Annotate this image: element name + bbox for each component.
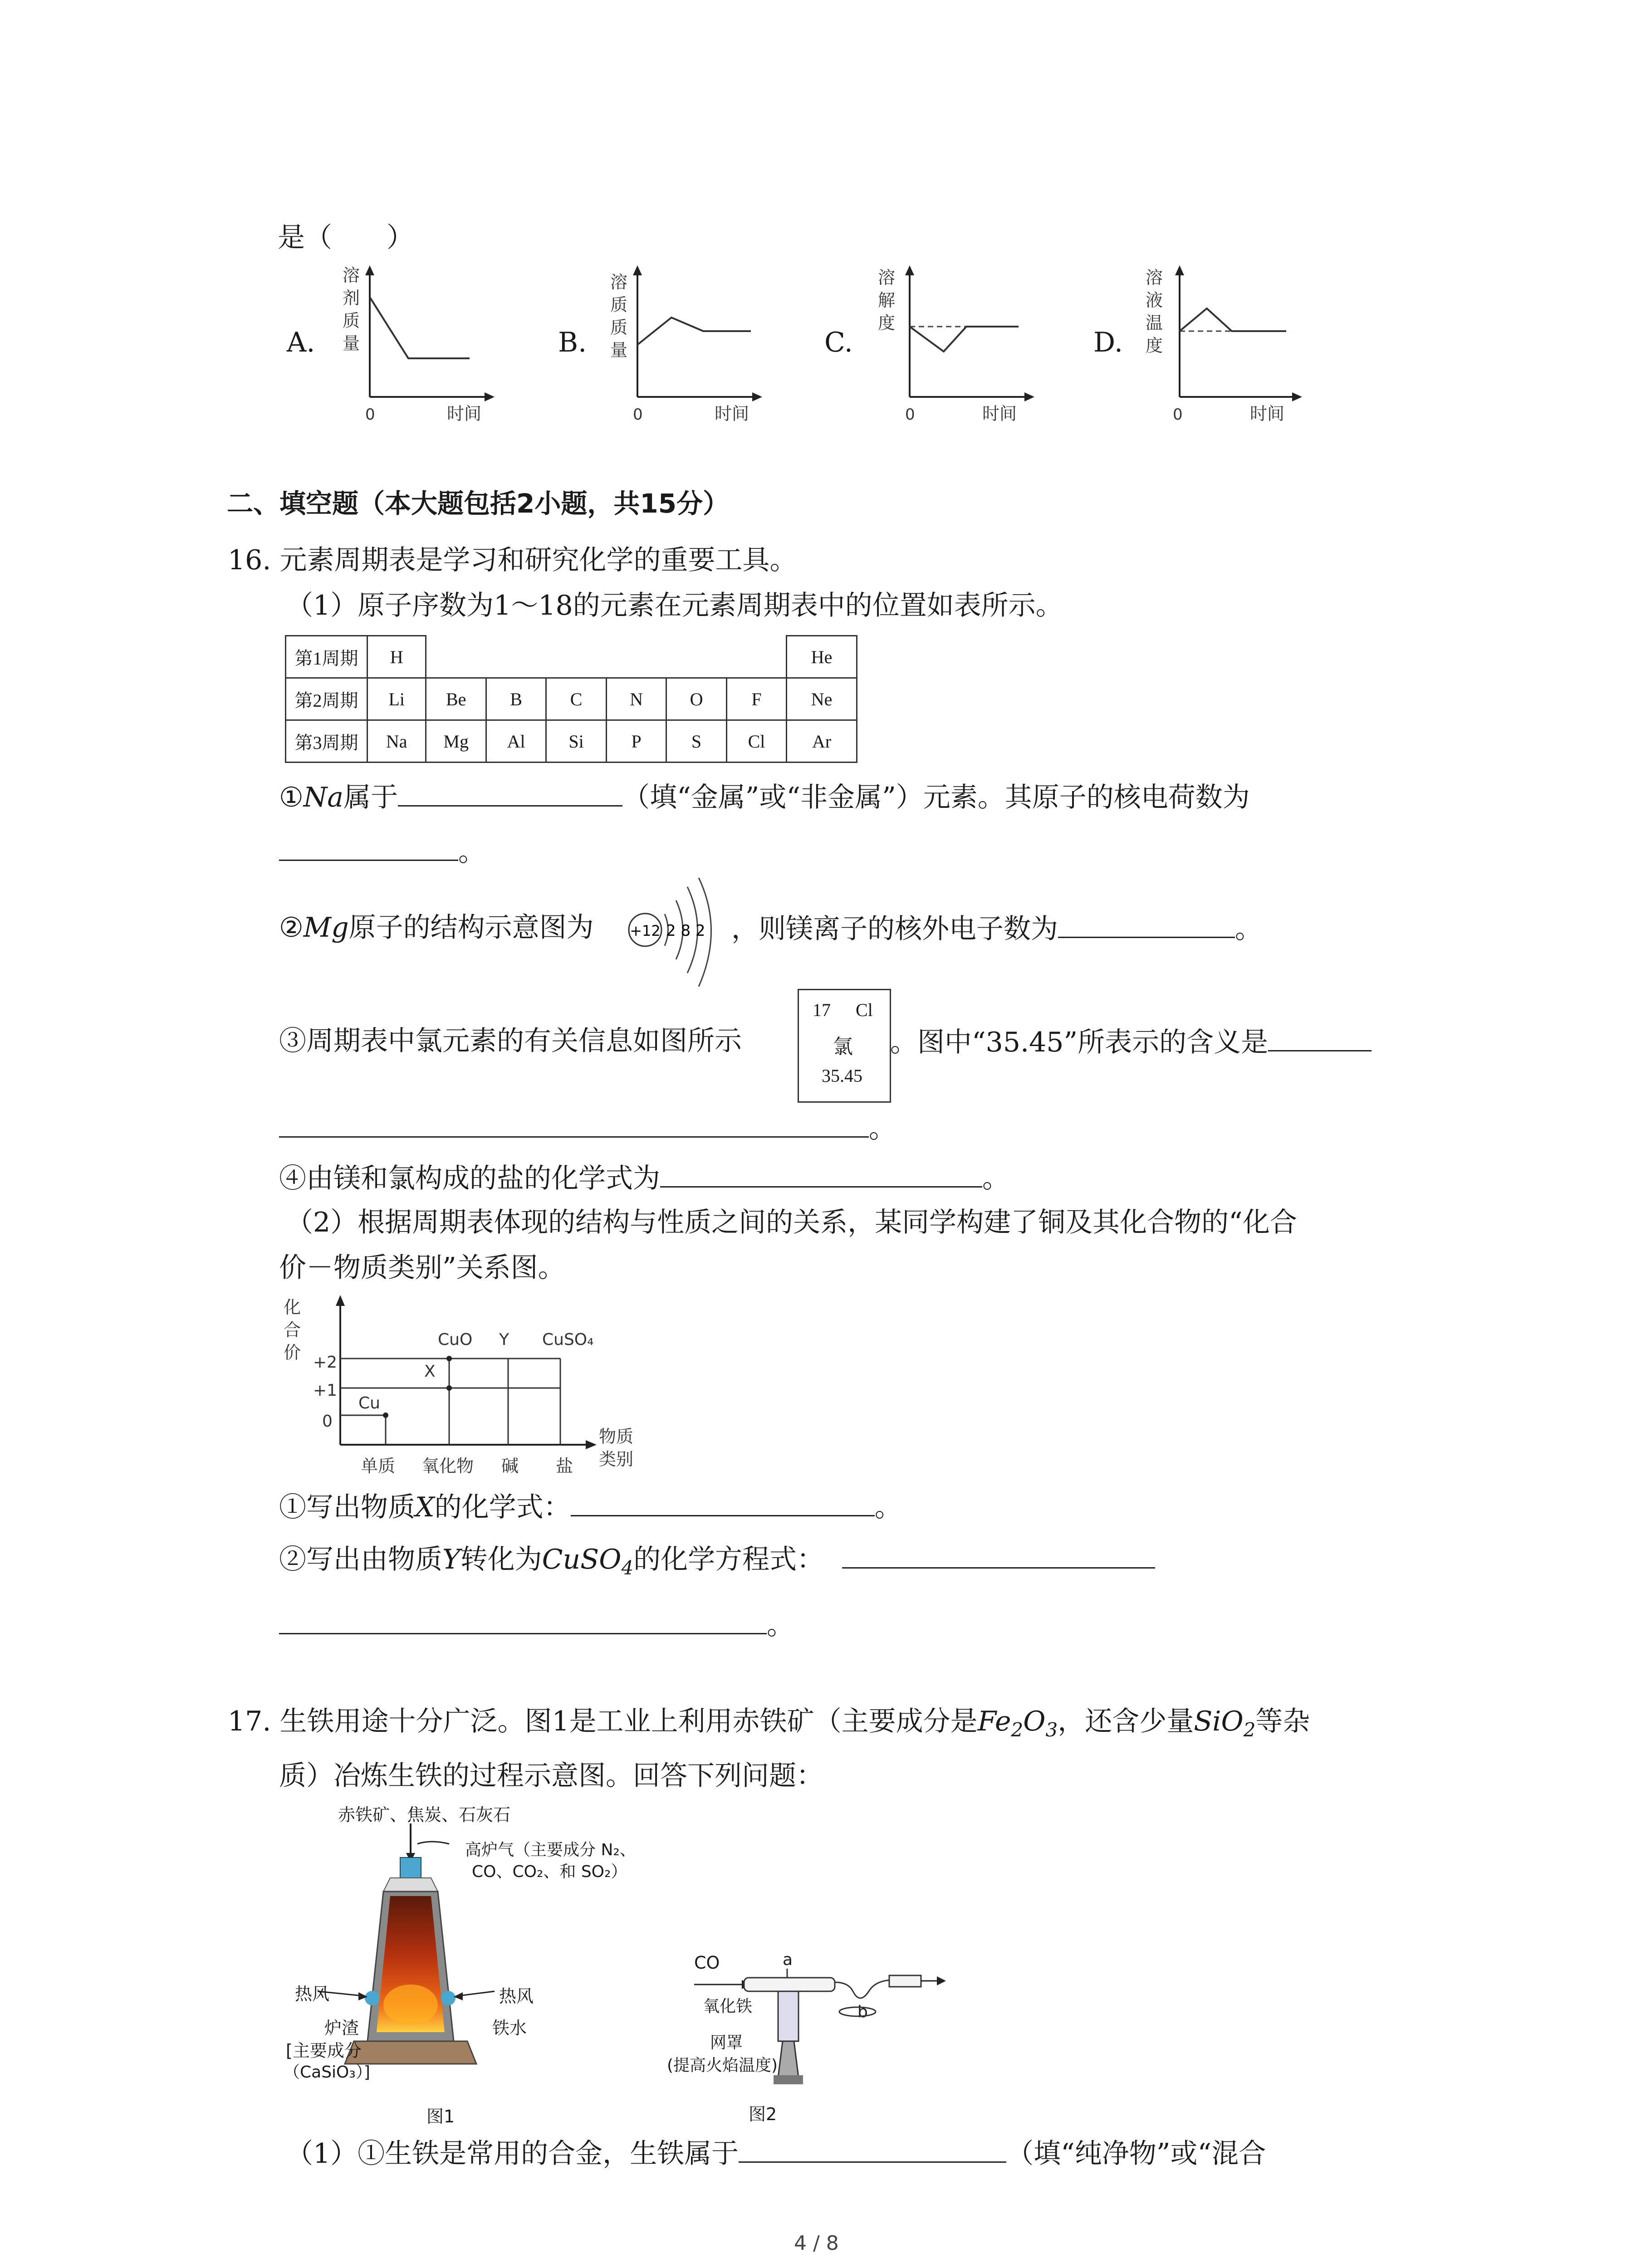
vc-xlabel-2: 类别 [599,1449,634,1469]
option-d-letter: D. [1093,327,1123,358]
graph-d-origin: 0 [1173,406,1183,424]
element-cell: H [367,636,426,678]
graph-a-ylabel-2: 剂 [343,288,360,308]
element-cell: B [486,678,546,720]
graph-d-ylabel-1: 溶 [1146,268,1163,288]
fig1-gas-label-2: CO、CO₂、和 SO₂） [472,1862,627,1881]
graph-d-ylabel-4: 度 [1146,336,1163,356]
option-b-letter: B. [558,327,587,358]
vc-xcat-3: 碱 [501,1456,519,1476]
vc-xcat-1: 单质 [361,1456,396,1476]
fig2-net-label-2: (提高火焰温度) [667,2056,778,2075]
graph-c-ylabel-3: 度 [878,313,896,333]
element-cell: Be [426,678,486,720]
element-cell: Si [546,720,606,763]
element-cell: Ne [787,678,857,720]
element-cell: S [666,720,726,763]
answer-blank-salt[interactable] [660,1159,982,1188]
fig1-gas-label-1: 高炉气（主要成分 N₂、 [465,1841,636,1859]
option-d-graph [1136,265,1304,433]
graph-a-ylabel-4: 量 [343,333,360,353]
empty-span [426,636,787,678]
period-row [286,636,857,678]
fig2-label-a: a [783,1950,793,1969]
graph-b-ylabel-3: 质 [610,318,628,337]
page-number: 4 / 8 [794,2232,839,2255]
graph-b-origin: 0 [633,406,643,424]
atomic-number: 17 [813,1000,831,1020]
graph-c-ylabel-1: 溶 [878,268,896,288]
q16-sub3: ③周期表中氯元素的有关信息如图所示 [279,1025,742,1057]
vc-ytick-0: 0 [322,1412,333,1431]
vc-xlabel-1: 物质 [599,1427,634,1447]
answer-blank-meaning-2[interactable] [279,1109,869,1138]
q16-2-sub2: ②写出由物质Y转化为CuSO$_4$的化学方程式： [279,1540,1155,1586]
element-cell: Ar [787,720,857,763]
vc-xcat-2: 氧化物 [422,1456,474,1476]
fig1-hot-air-left: 热风 [295,1984,330,2004]
valence-category-chart [279,1295,656,1490]
section-title: 二、填空题（本大题包括2小题，共15分） [227,488,730,519]
fig1-slag-3: （CaSiO₃）] [284,2063,370,2082]
answer-blank-mg-ion[interactable] [1058,909,1235,938]
fig1-hot-air-right: 热风 [499,1986,534,2006]
period-label: 第3周期 [286,720,367,763]
element-cell: Cl [726,720,786,763]
graph-a-ylabel-1: 溶 [343,265,360,285]
graph-c-origin: 0 [905,406,915,424]
vc-ylabel-1: 化 [284,1297,301,1317]
answer-blank-meaning-1[interactable] [1268,1023,1372,1051]
periodic-table [285,635,857,763]
vc-ytick-1: +1 [313,1381,338,1400]
q17-line2: 质）冶炼生铁的过程示意图。回答下列问题： [279,1760,823,1792]
vc-label-cuo: CuO [438,1330,473,1349]
fig2-oxide-label: 氧化铁 [703,1997,753,2016]
figure-2-apparatus [622,1941,948,2132]
q16-sub1: ①Na属于 （填“金属”或“非金属”）元素。其原子的核电荷数为 [279,778,1250,816]
period-label: 第1周期 [286,636,367,678]
period-label: 第2周期 [286,678,367,720]
graph-c-xlabel: 时间 [982,404,1017,424]
vc-ytick-2: +2 [313,1353,338,1372]
fig1-slag-1: 炉渣 [324,2018,359,2038]
nucleus-charge: +12 [630,922,661,939]
q16-2-sub2-line2: 。 [279,1606,794,1643]
graph-d-ylabel-2: 液 [1146,290,1163,310]
element-name: 氯 [833,1035,853,1058]
vc-ylabel-3: 价 [284,1343,301,1363]
q16-stem: 16. 元素周期表是学习和研究化学的重要工具。 [228,544,797,576]
q16-sub2: ②Mg原子的结构示意图为 [279,912,594,943]
fig2-net-label-1: 网罩 [710,2033,743,2052]
fig1-top-label: 赤铁矿、焦炭、石灰石 [338,1805,511,1825]
vc-label-cuso4: CuSO₄ [542,1330,594,1349]
element-cell: F [726,678,786,720]
graph-b-ylabel-4: 量 [610,340,628,360]
element-cell: Al [486,720,546,763]
period-row [286,678,857,720]
q16-part1: （1）原子序数为1～18的元素在元素周期表中的位置如表所示。 [286,590,1063,621]
atomic-mass: 35.45 [822,1066,862,1086]
vc-xcat-4: 盐 [556,1456,573,1476]
element-cell: N [606,678,666,720]
apparatus-drawing [694,1941,948,2091]
graph-a-origin: 0 [365,406,375,424]
answer-blank-x-formula[interactable] [571,1488,875,1516]
q17-line1: 17. 生铁用途十分广泛。图1是工业上利用赤铁矿（主要成分是$Fe_2O_3$，还含少量SiO$_2$等杂 [228,1706,1310,1741]
q16-sub2-rest: ，则镁离子的核外电子数为 。 [731,909,1262,947]
graph-b-xlabel: 时间 [715,404,749,424]
vc-label-y: Y [499,1330,509,1349]
q16-2-sub1: ①写出物质X的化学式： 。 [279,1488,902,1525]
q17-part1: （1）①生铁是常用的合金，生铁属于 （填“纯净物”或“混合 [286,2134,1266,2172]
element-cell: O [666,678,726,720]
answer-blank-charge[interactable] [279,832,458,861]
vc-ylabel-2: 合 [284,1320,301,1340]
vc-label-x: X [424,1362,436,1381]
option-c-graph [869,265,1037,433]
graph-a-ylabel-3: 质 [343,311,360,331]
option-a-graph [333,265,497,433]
fig1-slag-2: [主要成分 [286,2041,362,2061]
vc-label-cu: Cu [358,1394,380,1413]
graph-d-ylabel-3: 温 [1146,313,1163,333]
element-cell: P [606,720,666,763]
option-b-graph [601,265,764,433]
q16-part2-line1: （2）根据周期表体现的结构与性质之间的关系，某同学构建了铜及其化合物的“化合 [286,1207,1297,1238]
element-symbol: Cl [856,1000,873,1020]
chlorine-card [798,989,891,1103]
answer-blank-metal[interactable] [398,778,622,807]
fig2-co-label: CO [694,1953,720,1973]
element-cell: C [546,678,606,720]
period-row [286,720,857,763]
q16-part2-line2: 价－物质类别”关系图。 [279,1252,565,1284]
q16-sub4: ④由镁和氯构成的盐的化学式为 。 [279,1159,1009,1197]
graph-b-ylabel-2: 质 [610,295,628,315]
graph-b-ylabel-1: 溶 [610,272,628,292]
element-cell: Na [367,720,426,763]
answer-blank-equation-2[interactable] [279,1606,767,1634]
fig2-caption: 图2 [749,2104,777,2124]
option-a-letter: A. [287,327,315,358]
element-cell: Mg [426,720,486,763]
fig2-label-b: b [857,2003,868,2021]
mg-atom-diagram [626,878,730,991]
graph-d-xlabel: 时间 [1250,404,1285,424]
answer-blank-equation-1[interactable] [842,1540,1155,1569]
electron-shells: 2 8 2 [666,922,705,940]
answer-blank-alloy-type[interactable] [739,2134,1006,2163]
graph-a-xlabel: 时间 [447,404,482,424]
element-cell: Li [367,678,426,720]
q16-sub3-line2: 。 [279,1109,896,1147]
prev-question-tail: 是（ ） [278,222,414,254]
q16-sub3-rest: 。图中“35.45”所表示的含义是 [890,1023,1372,1061]
option-c-letter: C. [824,327,853,358]
element-cell: He [787,636,857,678]
q16-sub1-line2: 。 [279,832,485,870]
graph-c-ylabel-2: 解 [878,290,896,310]
fig1-caption: 图1 [426,2107,455,2126]
fig1-molten-iron: 铁水 [492,2018,527,2038]
